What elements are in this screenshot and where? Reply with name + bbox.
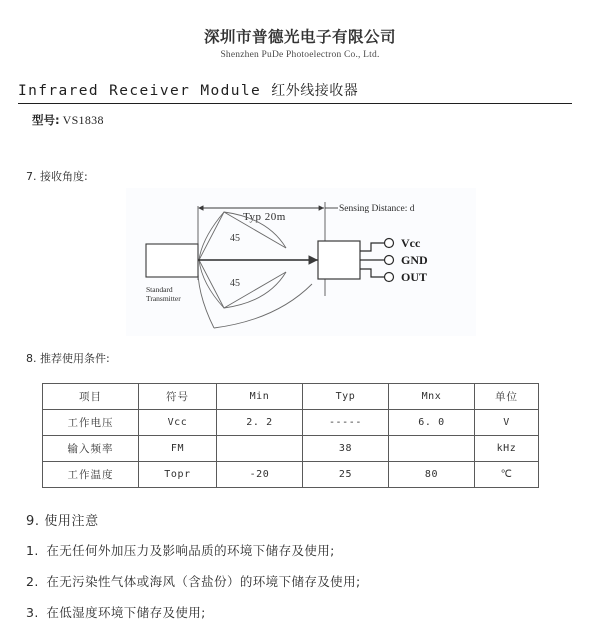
note-number: 3. <box>26 605 39 620</box>
header-symbol: 符号 <box>139 384 217 410</box>
cell-typ: 38 <box>303 436 389 462</box>
header-typ: Typ <box>303 384 389 410</box>
list-item <box>26 571 586 602</box>
document-title <box>18 80 572 100</box>
cell-symbol: Topr <box>139 462 217 488</box>
transmitter-label-line2: Transmitter <box>146 294 181 303</box>
pin-terminal-out <box>385 273 394 282</box>
cell-typ: ----- <box>303 410 389 436</box>
note-text: 在无任何外加压力及影响品质的环境下储存及使用; <box>46 543 335 558</box>
pin-lead-out <box>360 269 384 277</box>
cell-min <box>217 436 303 462</box>
section-7-heading: 7. 接收角度: <box>26 170 88 183</box>
receiving-angle-diagram <box>126 188 476 336</box>
cell-symbol: Vcc <box>139 410 217 436</box>
cell-item: 工作温度 <box>43 462 139 488</box>
pin-label-vcc: Vcc <box>401 236 421 250</box>
cell-unit: kHz <box>475 436 539 462</box>
beam-arc-outer-right <box>214 284 312 328</box>
cell-max <box>389 436 475 462</box>
note-number: 1. <box>26 543 39 558</box>
company-header <box>0 28 600 62</box>
pin-lead-vcc <box>360 243 384 251</box>
cell-item: 输入频率 <box>43 436 139 462</box>
model-line <box>32 112 104 128</box>
cell-unit: ℃ <box>475 462 539 488</box>
list-item-cutoff <box>26 633 586 643</box>
section-9-heading: 9. 使用注意 <box>26 514 99 529</box>
document-title-en: Infrared Receiver Module <box>18 83 262 99</box>
table-row <box>43 436 539 462</box>
cell-min: -20 <box>217 462 303 488</box>
standard-transmitter-box <box>146 244 198 277</box>
note-text: 在无污染性气体或海风（含盐份）的环境下储存及使用; <box>46 574 361 589</box>
table-row <box>43 410 539 436</box>
pin-terminal-vcc <box>385 239 394 248</box>
dimension-label: Typ 20m <box>243 211 286 223</box>
cell-max: 6. 0 <box>389 410 475 436</box>
section-8-heading: 8. 推荐使用条件: <box>26 352 110 365</box>
header-item: 项目 <box>43 384 139 410</box>
beam-arc-outer <box>198 262 214 328</box>
document-title-cn: 红外线接收器 <box>271 83 359 99</box>
angle-label-bottom: 45 <box>230 278 240 289</box>
cell-unit: V <box>475 410 539 436</box>
receiver-module-box <box>318 241 360 279</box>
model-label: 型号: <box>32 113 60 127</box>
angle-label-top: 45 <box>230 233 240 244</box>
cell-typ: 25 <box>303 462 389 488</box>
header-min: Min <box>217 384 303 410</box>
company-name-cn: 深圳市普德光电子有限公司 <box>203 28 396 46</box>
cell-item: 工作电压 <box>43 410 139 436</box>
sensing-distance-label: Sensing Distance: d <box>339 204 415 214</box>
table-row <box>43 462 539 488</box>
header-max: Mnx <box>389 384 475 410</box>
cell-max: 80 <box>389 462 475 488</box>
table-header-row <box>43 384 539 410</box>
cell-min: 2. 2 <box>217 410 303 436</box>
note-text: 在低湿度环境下储存及使用; <box>46 605 206 620</box>
pin-label-gnd: GND <box>401 253 428 267</box>
diagram-svg <box>126 188 476 336</box>
spec-table-wrapper <box>42 383 538 488</box>
list-item <box>26 602 586 633</box>
header-unit: 单位 <box>475 384 539 410</box>
company-name-en: Shenzhen PuDe Photoelectron Co., Ltd. <box>220 50 380 60</box>
transmitter-label-line1: Standard <box>146 285 173 294</box>
recommended-conditions-table <box>42 383 539 488</box>
beam-lower-outline <box>199 260 286 308</box>
pin-label-out: OUT <box>401 270 428 284</box>
pin-terminal-gnd <box>385 256 394 265</box>
model-value: VS1838 <box>62 113 104 127</box>
usage-notes-list <box>26 540 586 643</box>
cell-symbol: FM <box>139 436 217 462</box>
list-item <box>26 540 586 571</box>
document-title-block <box>18 80 572 104</box>
note-number: 2. <box>26 574 39 589</box>
